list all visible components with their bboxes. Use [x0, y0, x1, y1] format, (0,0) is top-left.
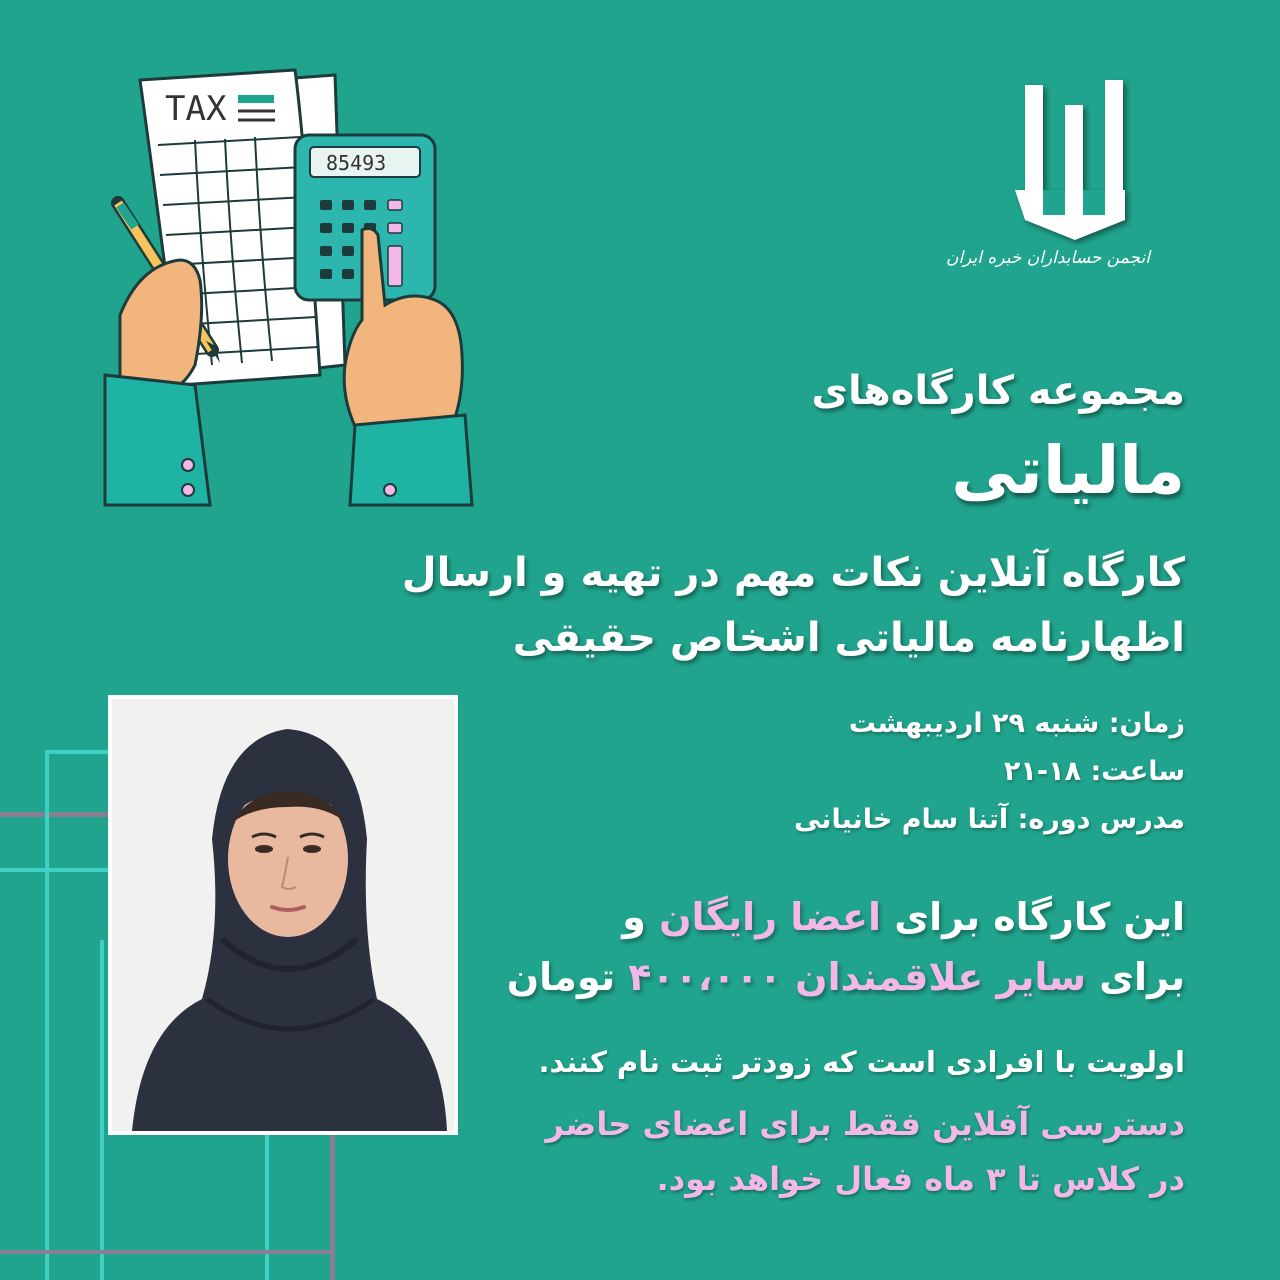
registration-priority-note: اولویت با افرادی است که زودتر ثبت نام کنند.: [538, 1045, 1185, 1079]
decor-line-vertical-2: [100, 940, 104, 1280]
left-hand: [120, 260, 202, 395]
calculator-display: 85493: [326, 151, 387, 175]
workshop-teacher: مدرس دوره: آتنا سام خانیانی: [793, 804, 1185, 835]
price-line-2-suffix: تومان: [506, 955, 629, 999]
decor-line-horizontal-top: [45, 750, 108, 754]
decor-line-horizontal-teal: [0, 868, 108, 872]
left-sleeve: [105, 375, 210, 505]
workshop-title-line-1: کارگاه آنلاین نکات مهم در تهیه و ارسال: [401, 550, 1185, 596]
offline-access-note-line-2: در کلاس تا ۳ ماه فعال خواهد بود.: [656, 1160, 1185, 1198]
members-free-highlight: اعضا رایگان: [659, 895, 882, 939]
decor-line-vertical-grey: [330, 1135, 335, 1280]
organization-name: انجمن حسابداران خبره ایران: [945, 248, 1150, 268]
price-line-2: [507, 955, 1185, 999]
series-title: مجموعه کارگاه‌های: [811, 368, 1185, 414]
tax-illustration: [100, 65, 480, 510]
decor-line-vertical-1: [45, 750, 49, 1280]
workshop-hour: ساعت: ۱۸-۲۱: [1003, 756, 1185, 787]
workshop-date: زمان: شنبه ۲۹ اردیبهشت: [848, 708, 1185, 739]
series-title-highlight: مالیاتی: [951, 432, 1185, 509]
price-line-2-prefix: برای: [1086, 955, 1185, 999]
price-line-1-suffix: و: [622, 895, 660, 939]
decor-line-vertical-3: [265, 1135, 269, 1280]
price-line-1-prefix: این کارگاه برای: [881, 895, 1185, 939]
instructor-portrait: [112, 699, 454, 1131]
instructor-photo: [108, 695, 458, 1135]
offline-access-note-line-1: دسترسی آفلاین فقط برای اعضای حاضر: [545, 1105, 1185, 1143]
decor-line-horizontal-bottom: [0, 1250, 335, 1254]
workshop-title-line-2: اظهارنامه مالیاتی اشخاص حقیقی: [512, 615, 1185, 661]
tax-label: TAX: [165, 89, 227, 129]
price-line-1: [622, 895, 1185, 939]
others-price-highlight: سایر علاقمندان ۴۰۰،۰۰۰: [628, 955, 1086, 999]
right-sleeve: [350, 415, 472, 505]
decor-line-horizontal-grey: [0, 812, 108, 817]
